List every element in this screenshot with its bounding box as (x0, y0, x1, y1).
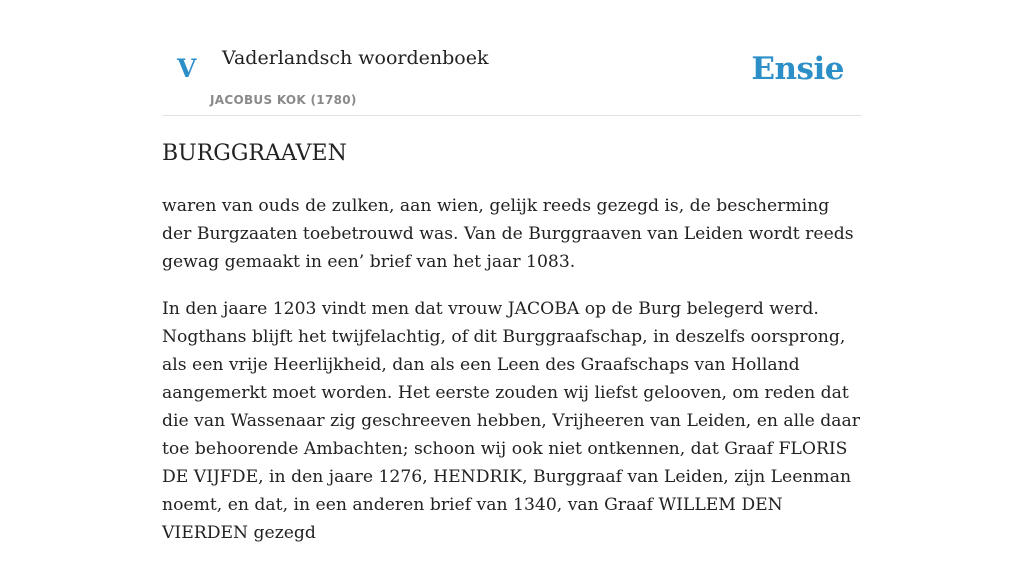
entry-paragraph: waren van ouds de zulken, aan wien, gelijk reeds gezegd is, de bescherming der Burgzaaten toebetrouwd was. Van de Burggraaven van Leiden wordt reeds gewag gemaakt in een’ brief van het jaar 1083. (162, 196, 854, 272)
book-header (162, 0, 862, 116)
ensie-logo[interactable]: Ensie (751, 51, 844, 87)
book-letter-badge[interactable]: V (177, 54, 197, 83)
book-title-link[interactable]: Vaderlandsch woordenboek (222, 47, 489, 69)
entry-title: BURGGRAAVEN (162, 141, 347, 166)
entry-body (162, 192, 862, 566)
entry-paragraph: In den jaare 1203 vindt men dat vrouw JACOBA op de Burg belegerd werd. Nogthans blijft het twijfelachtig, of dit Burggraafschap, in deszelfs oorsprong, als een vrije Heerlijkheid, dan als een Leen des Graafschaps van Holland aangemerkt moet worden. Het eerste zouden wij liefst gelooven, om reden dat die van Wassenaar zig geschreeven hebben, Vrijheeren van Leiden, en alle daar toe behoorende Ambachten; schoon wij ook niet ontkennen, dat Graaf FLORIS DE VIJFDE, in den jaare 1276, HENDRIK, Burggraaf van Leiden, zijn Leenman noemt, en dat, in een anderen brief van 1340, van Graaf WILLEM DEN VIERDEN gezegd (162, 299, 861, 543)
page (162, 0, 862, 543)
book-author: JACOBUS KOK (1780) (210, 93, 357, 107)
